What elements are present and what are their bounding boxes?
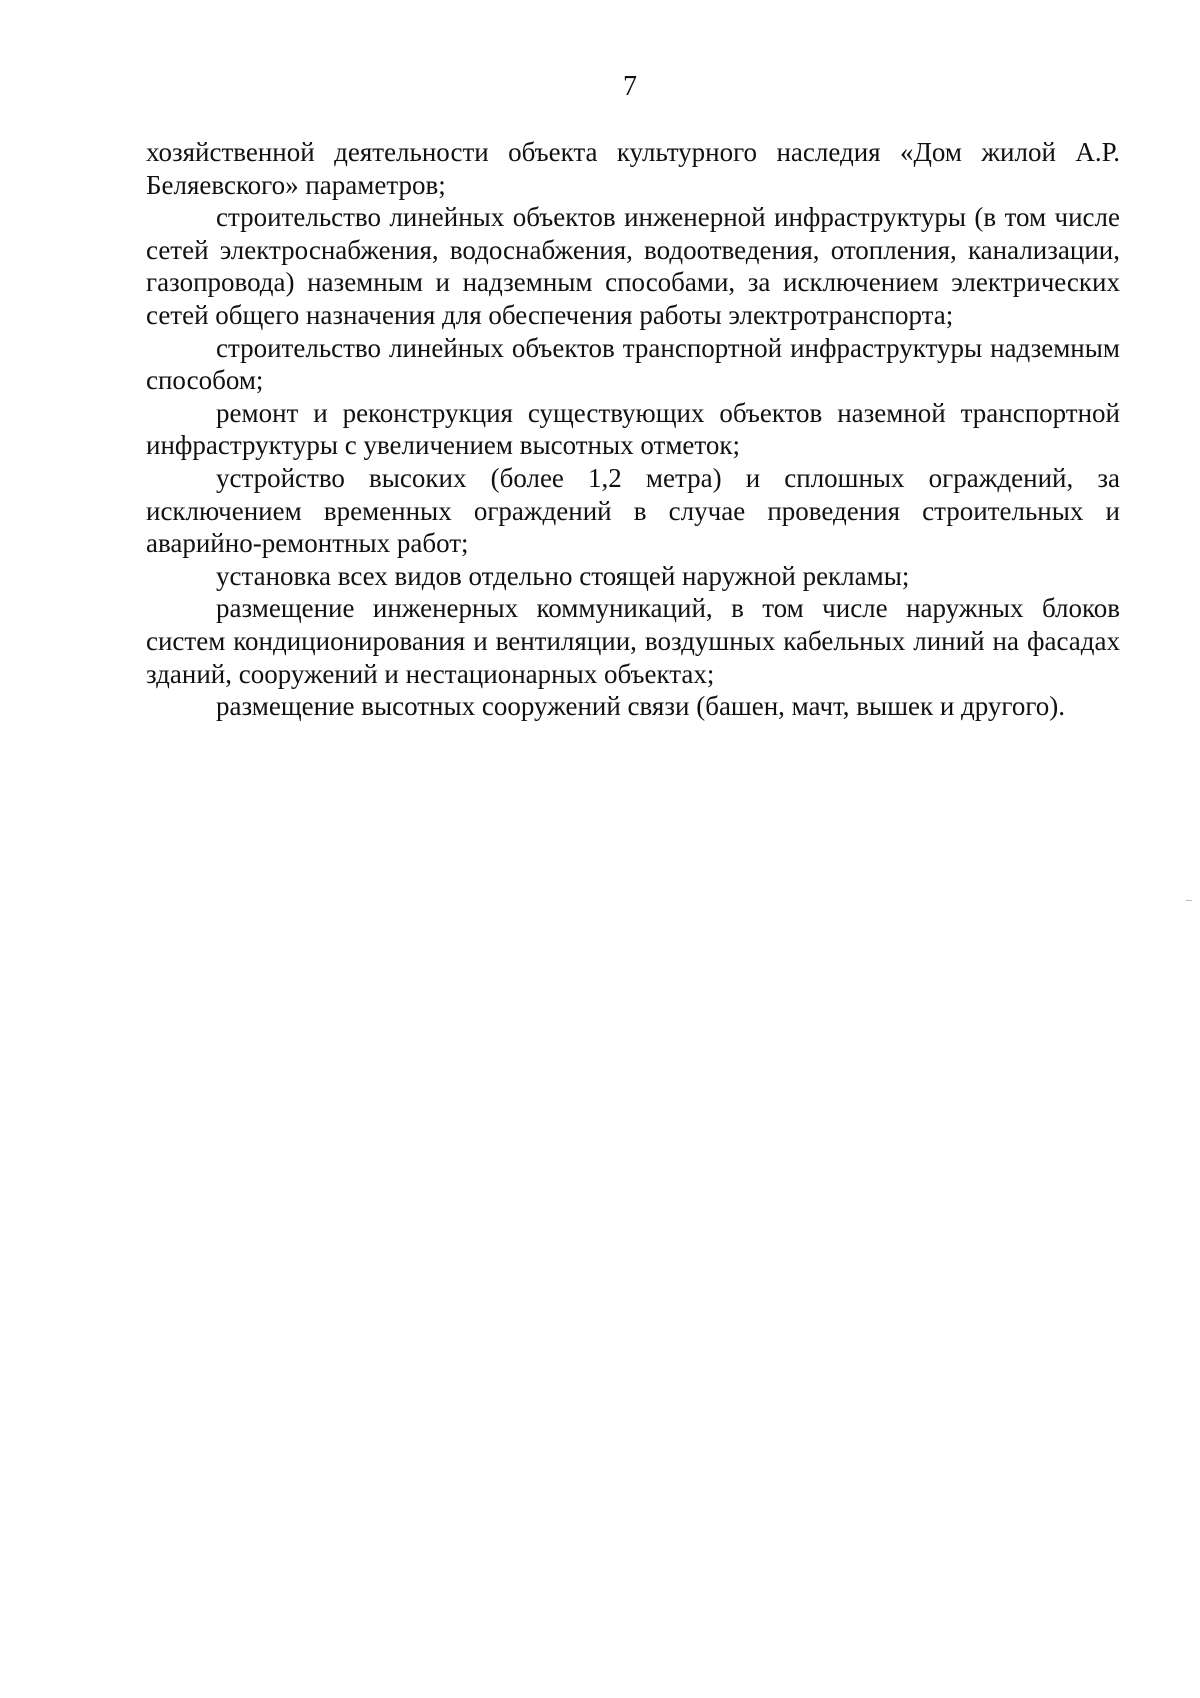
page-number: 7 xyxy=(623,71,637,102)
paragraph-advertising: установка всех видов отдельно стоящей наружной рекламы; xyxy=(216,560,910,591)
paragraph-linear-engineering: строительство линейных объектов инженерной инфраструктуры (в том числе сетей электроснабжения, водоснабжения, водоотведения, отопления, канализации, газопровода) наземным и надземным способами, за исключением электрических сетей общего назначения для обеспечения работы электротранспорта; xyxy=(146,202,1120,330)
paragraph-communication-towers: размещение высотных сооружений связи (башен, мачт, вышек и другого). xyxy=(216,691,1065,722)
paragraph-linear-transport: строительство линейных объектов транспортной инфраструктуры надземным способом; xyxy=(146,332,1120,396)
paragraph-fences: устройство высоких (более 1,2 метра) и сплошных ограждений, за исключением временных ограждений в случае проведения строительных и аварийно-ремонтных работ; xyxy=(146,462,1120,559)
paragraph-repair-reconstruction: ремонт и реконструкция существующих объектов наземной транспортной инфраструктуры с увеличением высотных отметок; xyxy=(146,397,1120,461)
document-body xyxy=(146,136,1120,723)
scan-artifact xyxy=(1186,900,1192,901)
paragraph-communications: размещение инженерных коммуникаций, в том числе наружных блоков систем кондиционирования и вентиляции, воздушных кабельных линий на фасадах зданий, сооружений и нестационарных объектах; xyxy=(146,593,1120,689)
paragraph-continuation: хозяйственной деятельности объекта культурного наследия «Дом жилой А.Р. Беляевского» параметров; xyxy=(146,137,1120,200)
